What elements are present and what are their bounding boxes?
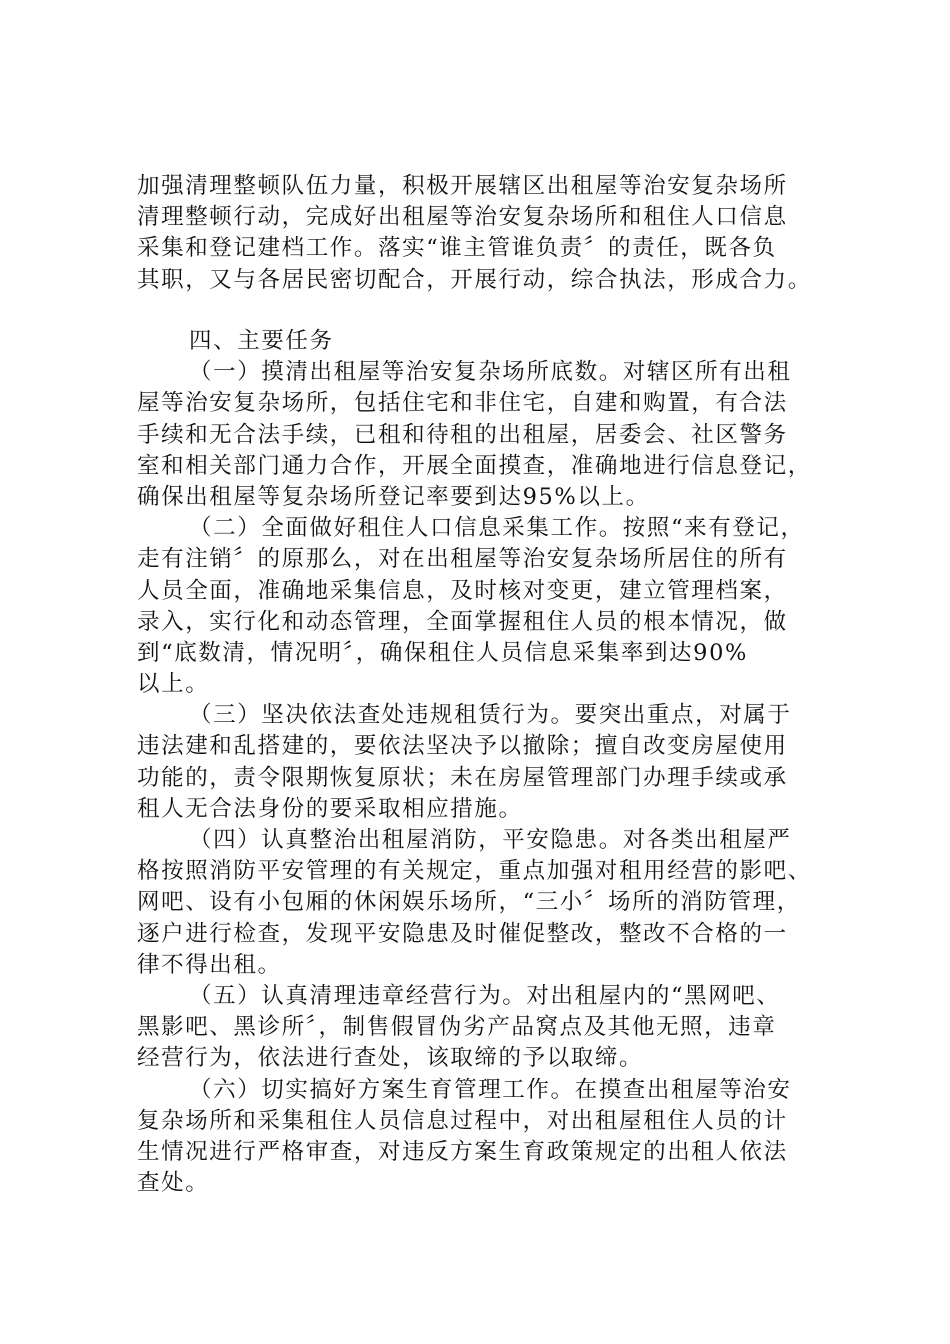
text-line: 生情况进行严格审查，对违反方案生育政策规定的出租人依法 xyxy=(137,1138,788,1165)
text-line: 屋等治安复杂场所，包括住宅和非住宅，自建和购置，有合法 xyxy=(137,390,788,417)
text-line: （五）认真清理违章经营行为。对出租屋内的“黑网吧、 xyxy=(189,982,781,1009)
text-line: 查处。 xyxy=(137,1170,210,1197)
text-line: 手续和无合法手续，已租和待租的出租屋，居委会、社区警务 xyxy=(137,421,788,448)
text-line: 律不得出租。 xyxy=(137,951,282,978)
text-line: 格按照消防平安管理的有关规定，重点加强对租用经营的影吧、 xyxy=(137,858,812,885)
text-line: 租人无合法身份的要采取相应措施。 xyxy=(137,795,523,822)
text-line: 采集和登记建档工作。落实“谁主管谁负责〞的责任，既各负 xyxy=(137,235,777,262)
text-line: 录入，实行化和动态管理，全面掌握租住人员的根本情况，做 xyxy=(137,608,788,635)
text-line: 网吧、设有小包厢的休闲娱乐场所，“三小〞场所的消防管理， xyxy=(137,889,801,916)
section-heading: 四、主要任务 xyxy=(189,328,334,354)
text-line: 逐户进行检查，发现平安隐患及时催促整改，整改不合格的一 xyxy=(137,920,788,947)
text-line: 室和相关部门通力合作，开展全面摸查，准确地进行信息登记， xyxy=(137,452,812,479)
text-line: 人员全面，准确地采集信息，及时核对变更，建立管理档案， xyxy=(137,577,788,604)
intro-paragraph xyxy=(137,171,837,296)
text-line: （四）认真整治出租屋消防，平安隐患。对各类出租屋严 xyxy=(189,827,792,853)
text-line: （六）切实搞好方案生育管理工作。在摸查出租屋等治安 xyxy=(189,1076,792,1103)
text-line: 其职，又与各居民密切配合，开展行动，综合执法，形成合力。 xyxy=(137,266,812,293)
section-main-tasks xyxy=(137,326,837,1199)
text-line: 以上。 xyxy=(137,671,210,698)
text-line: 功能的，责令限期恢复原状；未在房屋管理部门办理手续或承 xyxy=(137,764,788,791)
text-line: 走有注销〞的原那么，对在出租屋等治安复杂场所居住的所有 xyxy=(137,546,788,573)
text-line: （三）坚决依法查处违规租赁行为。要突出重点，对属于 xyxy=(189,702,792,729)
text-line: （二）全面做好租住人口信息采集工作。按照“来有登记， xyxy=(189,515,805,542)
text-line: （一）摸清出租屋等治安复杂场所底数。对辖区所有出租 xyxy=(189,359,792,386)
text-line: 违法建和乱搭建的，要依法坚决予以撤除；擅自改变房屋使用 xyxy=(137,733,788,760)
text-line: 加强清理整顿队伍力量，积极开展辖区出租屋等治安复杂场所 xyxy=(137,173,788,199)
text-line: 经营行为，依法进行查处，该取缔的予以取缔。 xyxy=(137,1045,644,1072)
text-line: 复杂场所和采集租住人员信息过程中，对出租屋租住人员的计 xyxy=(137,1107,788,1134)
text-line: 确保出租屋等复杂场所登记率要到达95%以上。 xyxy=(137,483,650,510)
text-line: 黑影吧、黑诊所〞，制售假冒伪劣产品窝点及其他无照，违章 xyxy=(137,1014,777,1041)
text-line: 到“底数清，情况明〞，确保租住人员信息采集率到达90% xyxy=(137,639,748,666)
text-line: 清理整顿行动，完成好出租屋等治安复杂场所和租住人口信息 xyxy=(137,204,788,231)
